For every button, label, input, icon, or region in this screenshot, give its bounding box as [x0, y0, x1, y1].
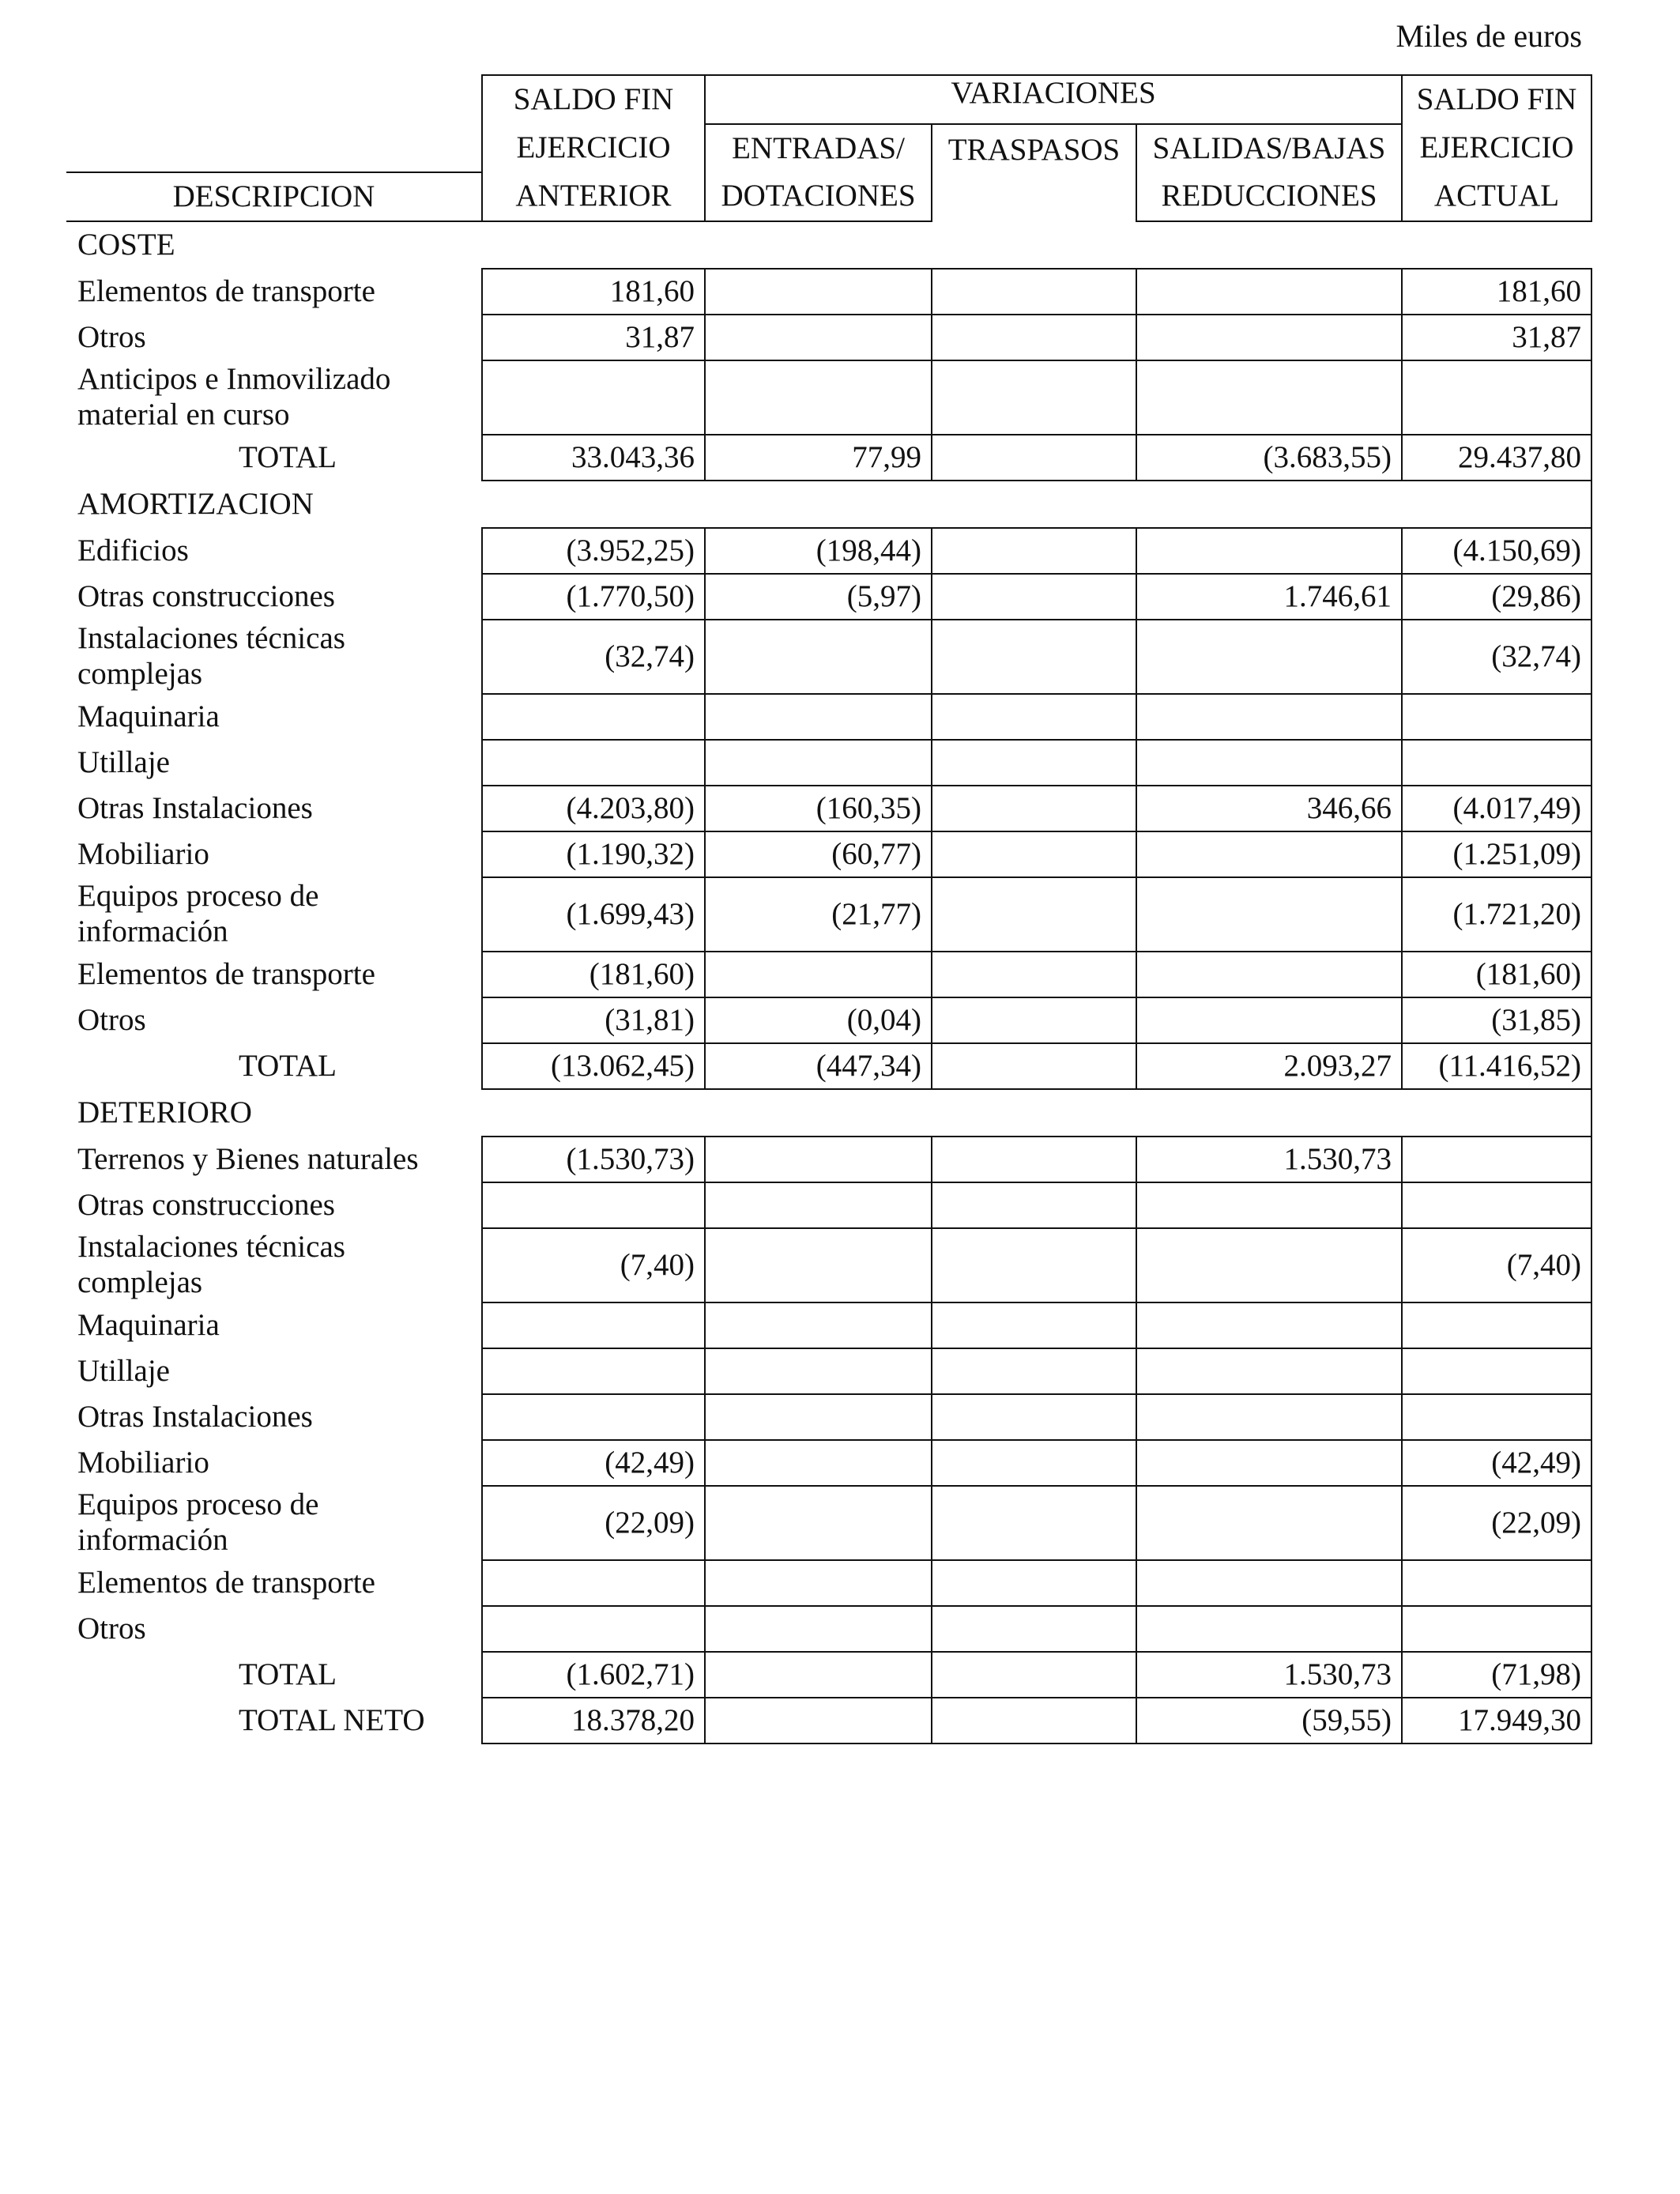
- row-label: Equipos proceso de información: [77, 879, 319, 948]
- value-cell: [932, 1560, 1136, 1606]
- value-cell: [705, 740, 932, 786]
- value-cell: (4.017,49): [1402, 786, 1591, 831]
- value-cell: [932, 528, 1136, 574]
- value-cell: [932, 952, 1136, 997]
- value-cell: [932, 1182, 1136, 1228]
- value-cell: [1136, 620, 1402, 694]
- value-cell: (71,98): [1402, 1652, 1591, 1698]
- total-row: [66, 435, 1591, 481]
- table-row: [66, 694, 1591, 740]
- header-descripcion: DESCRIPCION: [66, 172, 482, 221]
- section-title-row: [66, 1089, 1591, 1137]
- section-title: DETERIORO: [77, 1095, 252, 1129]
- value-cell: (181,60): [1402, 952, 1591, 997]
- header-entradas-2: DOTACIONES: [705, 172, 932, 221]
- value-cell: (198,44): [705, 528, 932, 574]
- value-cell: (3.952,25): [482, 528, 705, 574]
- table-row: [66, 1394, 1591, 1440]
- value-cell: [1402, 1394, 1591, 1440]
- value-cell: (181,60): [482, 952, 705, 997]
- value-cell: (42,49): [1402, 1440, 1591, 1486]
- header-saldo-anterior-2: EJERCICIO: [482, 124, 705, 172]
- value-cell: [705, 269, 932, 315]
- value-cell: [705, 1698, 932, 1744]
- value-cell: [932, 1302, 1136, 1348]
- value-cell: [482, 1560, 705, 1606]
- value-cell: [1136, 740, 1402, 786]
- row-label: Otros: [77, 1611, 146, 1646]
- row-label: Anticipos e Inmovilizado material en curso: [77, 362, 391, 432]
- value-cell: [705, 360, 932, 435]
- value-cell: 31,87: [482, 315, 705, 360]
- value-cell: [1136, 269, 1402, 315]
- value-cell: [1136, 1228, 1402, 1302]
- header-saldo-actual-1: SALDO FIN: [1402, 75, 1591, 124]
- value-cell: [1136, 1440, 1402, 1486]
- value-cell: (1.770,50): [482, 574, 705, 620]
- row-label: Mobiliario: [77, 836, 209, 871]
- value-cell: (31,81): [482, 997, 705, 1043]
- total-row: [66, 1043, 1591, 1089]
- value-cell: [932, 1606, 1136, 1652]
- value-cell: 33.043,36: [482, 435, 705, 481]
- header-row-3: [66, 172, 1591, 221]
- row-label: Edificios: [77, 533, 189, 567]
- value-cell: [1136, 694, 1402, 740]
- value-cell: (31,85): [1402, 997, 1591, 1043]
- table-row: [66, 360, 1591, 435]
- table-row: [66, 740, 1591, 786]
- value-cell: (32,74): [1402, 620, 1591, 694]
- table-row: [66, 1348, 1591, 1394]
- header-salidas-1: SALIDAS/BAJAS: [1136, 124, 1402, 172]
- value-cell: 17.949,30: [1402, 1698, 1591, 1744]
- table-row: [66, 997, 1591, 1043]
- value-cell: [705, 1440, 932, 1486]
- row-label: Elementos de transporte: [77, 1565, 375, 1600]
- value-cell: 31,87: [1402, 315, 1591, 360]
- value-cell: (7,40): [1402, 1228, 1591, 1302]
- row-label: Otros: [77, 319, 146, 354]
- value-cell: [932, 1486, 1136, 1560]
- value-cell: [1136, 1606, 1402, 1652]
- value-cell: 18.378,20: [482, 1698, 705, 1744]
- value-cell: (0,04): [705, 997, 932, 1043]
- value-cell: (160,35): [705, 786, 932, 831]
- value-cell: [705, 1182, 932, 1228]
- header-saldo-anterior-1: SALDO FIN: [482, 75, 705, 124]
- row-label: TOTAL NETO: [239, 1702, 425, 1737]
- value-cell: [1136, 1302, 1402, 1348]
- value-cell: [1136, 1486, 1402, 1560]
- value-cell: [932, 877, 1136, 952]
- value-cell: [482, 360, 705, 435]
- value-cell: [932, 1698, 1136, 1744]
- header-variaciones: VARIACIONES: [705, 75, 1402, 124]
- value-cell: [705, 694, 932, 740]
- row-label: Maquinaria: [77, 699, 220, 733]
- value-cell: [1402, 740, 1591, 786]
- value-cell: [705, 1486, 932, 1560]
- row-label: Mobiliario: [77, 1445, 209, 1480]
- value-cell: [482, 1394, 705, 1440]
- row-label: TOTAL: [239, 439, 337, 474]
- value-cell: [705, 620, 932, 694]
- row-label: Utillaje: [77, 745, 170, 779]
- table-row: [66, 574, 1591, 620]
- value-cell: (1.190,32): [482, 831, 705, 877]
- value-cell: [932, 269, 1136, 315]
- value-cell: [1136, 1348, 1402, 1394]
- value-cell: [705, 315, 932, 360]
- value-cell: [705, 1606, 932, 1652]
- row-label: Elementos de transporte: [77, 273, 375, 308]
- table-row: [66, 786, 1591, 831]
- row-label: Utillaje: [77, 1353, 170, 1388]
- value-cell: 346,66: [1136, 786, 1402, 831]
- row-label: Otras construcciones: [77, 579, 335, 613]
- value-cell: [705, 1302, 932, 1348]
- value-cell: (3.683,55): [1136, 435, 1402, 481]
- value-cell: 1.746,61: [1136, 574, 1402, 620]
- value-cell: (5,97): [705, 574, 932, 620]
- table-row: [66, 952, 1591, 997]
- row-label: Equipos proceso de información: [77, 1487, 319, 1557]
- value-cell: (60,77): [705, 831, 932, 877]
- value-cell: [1402, 1137, 1591, 1182]
- value-cell: 181,60: [1402, 269, 1591, 315]
- value-cell: [1136, 997, 1402, 1043]
- value-cell: [932, 1043, 1136, 1089]
- table-row: [66, 1302, 1591, 1348]
- value-cell: [705, 1228, 932, 1302]
- value-cell: [482, 1606, 705, 1652]
- value-cell: (1.251,09): [1402, 831, 1591, 877]
- value-cell: (4.150,69): [1402, 528, 1591, 574]
- total-neto-row: [66, 1698, 1591, 1744]
- value-cell: [932, 620, 1136, 694]
- row-label: Instalaciones técnicas complejas: [77, 1230, 345, 1299]
- value-cell: (447,34): [705, 1043, 932, 1089]
- fixed-assets-table: [66, 74, 1592, 1744]
- value-cell: [1136, 952, 1402, 997]
- value-cell: (7,40): [482, 1228, 705, 1302]
- value-cell: [482, 1302, 705, 1348]
- header-salidas-2: REDUCCIONES: [1136, 172, 1402, 221]
- value-cell: [932, 740, 1136, 786]
- header-blank: [66, 75, 482, 124]
- value-cell: [482, 1348, 705, 1394]
- value-cell: [1136, 877, 1402, 952]
- value-cell: [932, 435, 1136, 481]
- value-cell: (22,09): [482, 1486, 705, 1560]
- table-row: [66, 1606, 1591, 1652]
- header-saldo-anterior-3: ANTERIOR: [482, 172, 705, 221]
- value-cell: [482, 1182, 705, 1228]
- value-cell: 1.530,73: [1136, 1137, 1402, 1182]
- value-cell: [1402, 1606, 1591, 1652]
- total-row: [66, 1652, 1591, 1698]
- table-row: [66, 1182, 1591, 1228]
- value-cell: [1402, 1302, 1591, 1348]
- table-row: [66, 315, 1591, 360]
- value-cell: [482, 694, 705, 740]
- value-cell: [1136, 1394, 1402, 1440]
- header-saldo-actual-3: ACTUAL: [1402, 172, 1591, 221]
- header-entradas-1: ENTRADAS/: [705, 124, 932, 172]
- value-cell: [1402, 1348, 1591, 1394]
- table-row: [66, 528, 1591, 574]
- table-row: [66, 620, 1591, 694]
- row-label: Otras Instalaciones: [77, 1399, 313, 1434]
- row-label: Elementos de transporte: [77, 956, 375, 991]
- value-cell: [1402, 360, 1591, 435]
- header-row-2: [66, 124, 1591, 172]
- section-title: AMORTIZACION: [77, 486, 314, 521]
- unit-label: Miles de euros: [1396, 18, 1582, 54]
- row-label: TOTAL: [239, 1657, 337, 1691]
- value-cell: (32,74): [482, 620, 705, 694]
- value-cell: (1.602,71): [482, 1652, 705, 1698]
- section-title: COSTE: [77, 228, 175, 262]
- value-cell: [1136, 1182, 1402, 1228]
- value-cell: [932, 1394, 1136, 1440]
- value-cell: [932, 1228, 1136, 1302]
- value-cell: [932, 574, 1136, 620]
- header-saldo-actual-2: EJERCICIO: [1402, 124, 1591, 172]
- value-cell: 181,60: [482, 269, 705, 315]
- value-cell: [705, 1348, 932, 1394]
- value-cell: [932, 997, 1136, 1043]
- value-cell: [1136, 360, 1402, 435]
- value-cell: (1.699,43): [482, 877, 705, 952]
- value-cell: (22,09): [1402, 1486, 1591, 1560]
- value-cell: 29.437,80: [1402, 435, 1591, 481]
- value-cell: (42,49): [482, 1440, 705, 1486]
- header-traspasos: TRASPASOS: [932, 124, 1136, 221]
- table-row: [66, 1440, 1591, 1486]
- value-cell: [1136, 528, 1402, 574]
- value-cell: [932, 1348, 1136, 1394]
- value-cell: (1.530,73): [482, 1137, 705, 1182]
- value-cell: (11.416,52): [1402, 1043, 1591, 1089]
- value-cell: (4.203,80): [482, 786, 705, 831]
- value-cell: (21,77): [705, 877, 932, 952]
- value-cell: [932, 831, 1136, 877]
- table-row: [66, 831, 1591, 877]
- row-label: Terrenos y Bienes naturales: [77, 1141, 419, 1176]
- value-cell: [1402, 694, 1591, 740]
- section-title-row: [66, 221, 1591, 269]
- value-cell: (59,55): [1136, 1698, 1402, 1744]
- table-row: [66, 1560, 1591, 1606]
- value-cell: [1136, 315, 1402, 360]
- row-label: Otras Instalaciones: [77, 790, 313, 825]
- value-cell: [1136, 1560, 1402, 1606]
- table-row: [66, 1137, 1591, 1182]
- value-cell: [932, 1137, 1136, 1182]
- value-cell: [705, 1560, 932, 1606]
- section-title-row: [66, 481, 1591, 528]
- value-cell: [932, 786, 1136, 831]
- value-cell: [1136, 831, 1402, 877]
- value-cell: [1402, 1560, 1591, 1606]
- value-cell: 77,99: [705, 435, 932, 481]
- value-cell: 2.093,27: [1136, 1043, 1402, 1089]
- table-row: [66, 269, 1591, 315]
- value-cell: [705, 1652, 932, 1698]
- row-label: Otros: [77, 1002, 146, 1037]
- value-cell: [932, 1652, 1136, 1698]
- row-label: Instalaciones técnicas complejas: [77, 621, 345, 691]
- row-label: TOTAL: [239, 1048, 337, 1083]
- value-cell: (29,86): [1402, 574, 1591, 620]
- value-cell: [705, 1394, 932, 1440]
- value-cell: [705, 1137, 932, 1182]
- value-cell: [482, 740, 705, 786]
- value-cell: [932, 315, 1136, 360]
- value-cell: (1.721,20): [1402, 877, 1591, 952]
- row-label: Maquinaria: [77, 1307, 220, 1342]
- table-row: [66, 1486, 1591, 1560]
- value-cell: [932, 1440, 1136, 1486]
- row-label: Otras construcciones: [77, 1187, 335, 1222]
- value-cell: [932, 694, 1136, 740]
- table-body: [66, 221, 1591, 1744]
- table-row: [66, 1228, 1591, 1302]
- table-row: [66, 877, 1591, 952]
- header-row-1: [66, 75, 1591, 124]
- value-cell: (13.062,45): [482, 1043, 705, 1089]
- value-cell: 1.530,73: [1136, 1652, 1402, 1698]
- value-cell: [1402, 1182, 1591, 1228]
- value-cell: [705, 952, 932, 997]
- value-cell: [932, 360, 1136, 435]
